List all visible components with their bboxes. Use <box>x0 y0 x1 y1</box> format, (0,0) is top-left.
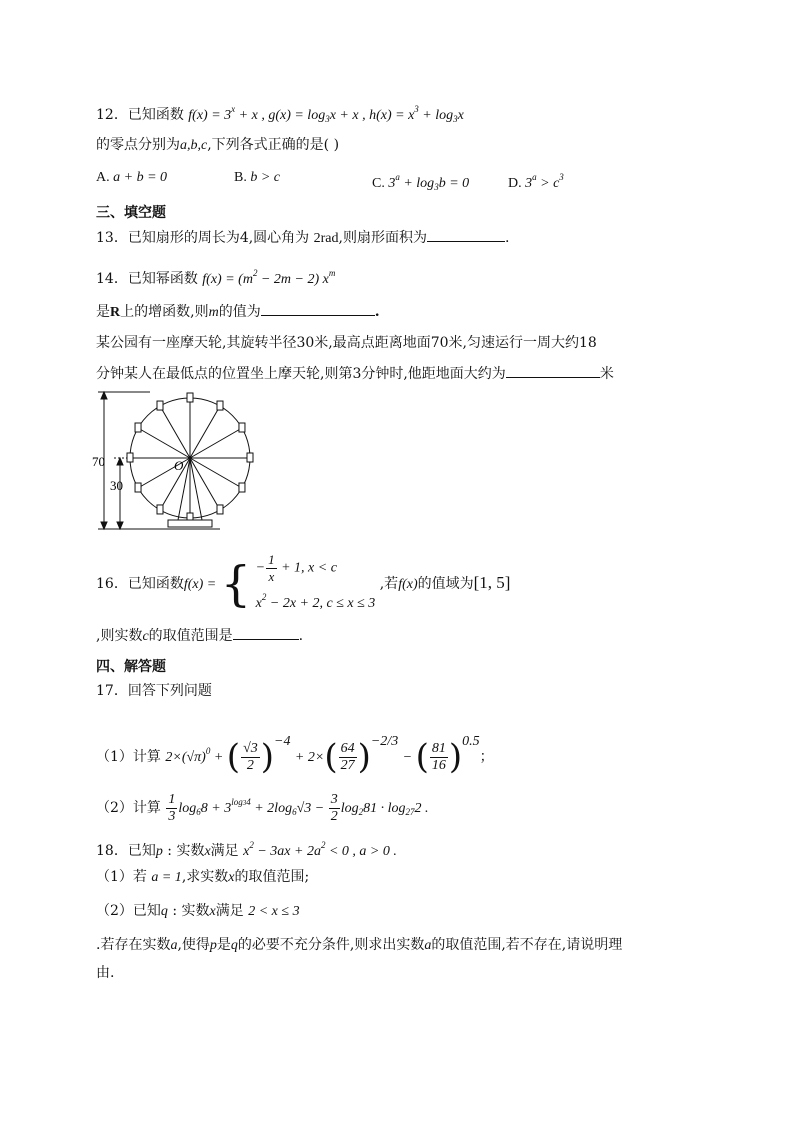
section-fill-in-title: 三、填空题 <box>96 205 166 221</box>
q14-line1: 14．已知幂函数 $f(x) = (m^2 - 2m - 2)$ $x^m$ <box>96 268 336 287</box>
section-answer-title: 四、解答题 <box>96 659 166 675</box>
q12-line2: 的零点分别为a,b,c,下列各式正确的是( ) <box>96 137 340 153</box>
q12-line1 <box>96 98 464 130</box>
wheel-spoke <box>190 458 242 488</box>
wheel-spoke <box>138 428 190 458</box>
piecewise-brace: { <box>220 556 252 612</box>
wheel-spoke <box>190 458 220 510</box>
q13-answer-blank[interactable] <box>427 226 505 242</box>
q12-lead: 已知函数 <box>127 107 184 123</box>
wheel-cabin <box>239 423 245 432</box>
wheel-cabin <box>217 401 223 410</box>
ferris-wheel-figure <box>90 390 270 535</box>
q17-part2: （2）计算 $\frac{1}{3}$ $\log_68 + 3^{log34} + 2\log_6√3$ − $\frac{3}{2}$ $\log_281 \cdot \log_{27}2$ . <box>96 791 429 824</box>
wheel-cabin <box>247 453 253 462</box>
q12-options <box>96 166 696 192</box>
wheel-cabin <box>127 453 133 462</box>
wheel-spoke <box>160 406 190 458</box>
q18-line5: 由. <box>96 965 115 981</box>
wheel-spoke <box>190 406 220 458</box>
fig-label-70: 70 <box>92 454 105 469</box>
q17-part1: （1）计算 $2\times(√\pi)^0$ + ( $\frac{√3}{2}$ )$^{-4}$ + 2×( $\frac{64}{27}$ )$^{-2/3}$ − ( $\frac{81}{16}$ )$^{0.5}$； <box>96 734 494 777</box>
q18-line1: 18．已知p : 实数x满足 $x^2 - 3ax + 2a^2 < 0$ , a > 0 . <box>96 840 397 859</box>
q14-line2: 是R上的增函数,则m的值为 . <box>96 300 380 324</box>
q13: 13．已知扇形的周长为4,圆心角为 2rad,则扇形面积为 . <box>96 226 509 250</box>
wheel-cabin <box>135 483 141 492</box>
q16-answer-blank[interactable] <box>233 624 299 640</box>
q15-answer-blank[interactable] <box>506 362 600 378</box>
q12-option-b[interactable]: B. b > c <box>234 170 281 185</box>
q16-line1: 16．已知函数f(x) = { − $\frac{1}{x}$ + 1, x < c $x^2 - 2x + 2$, c ≤ x ≤ 3 ,若f(x)的值域为[1, 5] <box>96 552 510 608</box>
piecewise-cases: − $\frac{1}{x}$ + 1, x < c $x^2 - 2x + 2$, c ≤ x ≤ 3 <box>255 552 376 611</box>
q18-part2: （2）已知q : 实数x满足 2 < x ≤ 3 <box>96 903 300 919</box>
q12-option-d[interactable]: D. $3^a > c^3$ <box>508 172 564 191</box>
q18-line4: .若存在实数a,使得p是q的必要不充分条件,则求出实数a的取值范围,若不存在,请说明理 <box>96 937 623 953</box>
wheel-cabin <box>157 505 163 514</box>
q12-number: 12． <box>96 107 128 123</box>
q12-option-c[interactable]: C. $3^a + \log_3b = 0$ <box>372 172 470 192</box>
wheel-cabin <box>157 401 163 410</box>
fig-label-30: 30 <box>110 478 123 493</box>
wheel-cabin <box>239 483 245 492</box>
q15-line2: 分钟某人在最低点的位置坐上摩天轮,则第3分钟时,他距地面大约为 米 <box>96 362 614 385</box>
wheel-cabin <box>135 423 141 432</box>
q18-part1: （1）若 a = 1,求实数x的取值范围; <box>96 869 310 885</box>
wheel-cabin <box>187 393 193 402</box>
q12-function-defs: $f(x) = 3^x + x$ , $g(x) = \log_3x + x$ , $h(x) = x^3 + \log_3x$ <box>188 104 464 124</box>
wheel-spoke <box>190 428 242 458</box>
q17-title: 17．回答下列问题 <box>96 683 212 699</box>
q15-line1: 某公园有一座摩天轮,其旋转半径30米,最高点距离地面70米,匀速运行一周大约18 <box>96 335 597 351</box>
q14-answer-blank[interactable] <box>261 300 375 316</box>
wheel-cabin <box>217 505 223 514</box>
q16-line2: ,则实数c的取值范围是 . <box>96 624 303 648</box>
fig-label-O: O <box>174 458 184 473</box>
q12-option-a[interactable]: A. a + b = 0 <box>96 170 168 185</box>
